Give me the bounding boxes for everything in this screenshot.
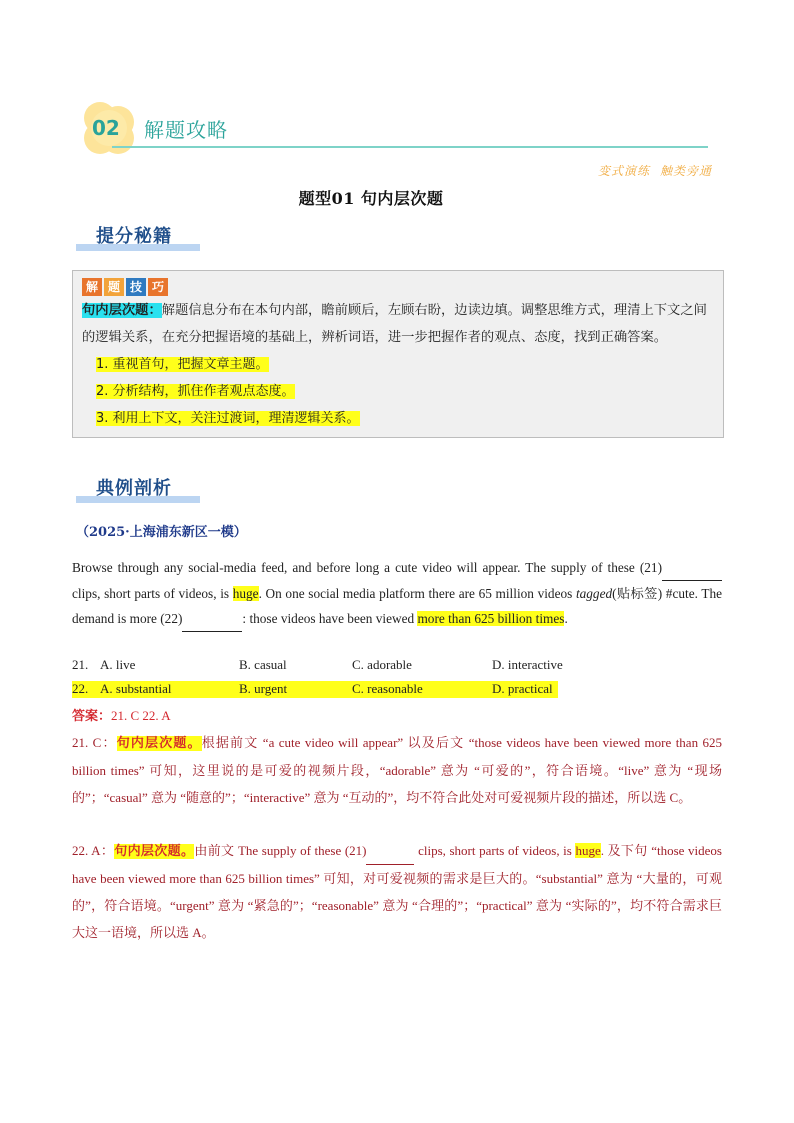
option-row-highlighted: 22. A. substantial B. urgent C. reasonable D. practical — [72, 681, 558, 698]
section-divider — [112, 146, 708, 148]
question-source: （2025·上海浦东新区一模） — [76, 525, 247, 540]
reading-passage: Browse through any social-media feed, and before long a cute video will appear. The supply of these (21) clips, short parts of videos, is huge. On one social media platform there are 65 million videos tagged(贴标签) #cute. The demand is more (22) : those videos have been viewed more than 625 billion times. — [72, 555, 722, 632]
tip-item: 2. 分析结构，抓住作者观点态度。 — [96, 384, 295, 399]
answer-line: 答案：21. C 22. A — [72, 708, 171, 724]
option-row: 21. A. live B. casual C. adorable D. interactive — [72, 657, 563, 672]
tip-char: 巧 — [148, 278, 168, 296]
option-c: C. adorable — [352, 657, 412, 672]
page-title: 题型01 句内层次题 — [298, 189, 444, 208]
tips-tag: 提分秘籍 — [96, 226, 172, 247]
tip-char: 解 — [82, 278, 102, 296]
tip-item: 1. 重视首句，把握文章主题。 — [96, 357, 269, 372]
tips-description: 句内层次题：解题信息分布在本句内部，瞻前顾后，左顾右盼，边读边填。调整思维方式，理清上下文之间的逻辑关系，在充分把握语境的基础上，辨析词语，进一步把握作者的观点、态度，找到正确答案。 — [82, 303, 707, 345]
example-tag: 典例剖析 — [96, 478, 172, 499]
section-number: 02 — [92, 116, 120, 140]
option-a: A. live — [100, 657, 136, 672]
tip-item: 3. 利用上下文，关注过渡词，理清逻辑关系。 — [96, 411, 360, 426]
option-d: D. practical — [492, 681, 553, 696]
tip-char: 技 — [126, 278, 146, 296]
option-a: A. substantial — [100, 681, 172, 696]
highlight-huge: huge — [232, 586, 259, 601]
explanation-21: 21. C：句内层次题。根据前文 “a cute video will appear” 以及后文 “those videos have been viewed more than 625 billion times” 可知，这里说的是可爱的视频片段，“adorable” 意为 “可爱的”，符合语境。“live” 意为 “现场的”；“casual” 意为 “随意的”；“interactive” 意为 “互动的”，均不符合此处对可爱视频片段的描述，所以选 C。 — [72, 735, 722, 805]
blank-22 — [182, 606, 242, 632]
section-title: 解题攻略 — [144, 118, 228, 142]
option-b: B. casual — [239, 657, 287, 672]
option-d: D. interactive — [492, 657, 563, 672]
slogan: 变式演练 触类旁通 — [598, 164, 713, 178]
tips-label: 句内层次题： — [82, 303, 162, 318]
tip-chars — [82, 278, 168, 296]
explanation-22: 22. A：句内层次题。由前文 The supply of these (21) clips, short parts of videos, is huge. 及下句 “those videos have been viewed more than 625 billion times” 可知，对可爱视频的需求是巨大的。“substantial” 意为 “大量的，可观的”，符合语境。“urgent” 意为 “紧急的”；“reasonable” 意为 “合理的”；“practical” 意为 “实际的”，均不符合需求巨大这一语境，所以选 A。 — [72, 837, 722, 946]
blank-21 — [662, 555, 722, 581]
blank-21 — [366, 837, 414, 865]
tip-char: 题 — [104, 278, 124, 296]
highlight-views: more than 625 billion times — [417, 611, 565, 626]
option-c: C. reasonable — [352, 681, 423, 696]
option-b: B. urgent — [239, 681, 288, 696]
